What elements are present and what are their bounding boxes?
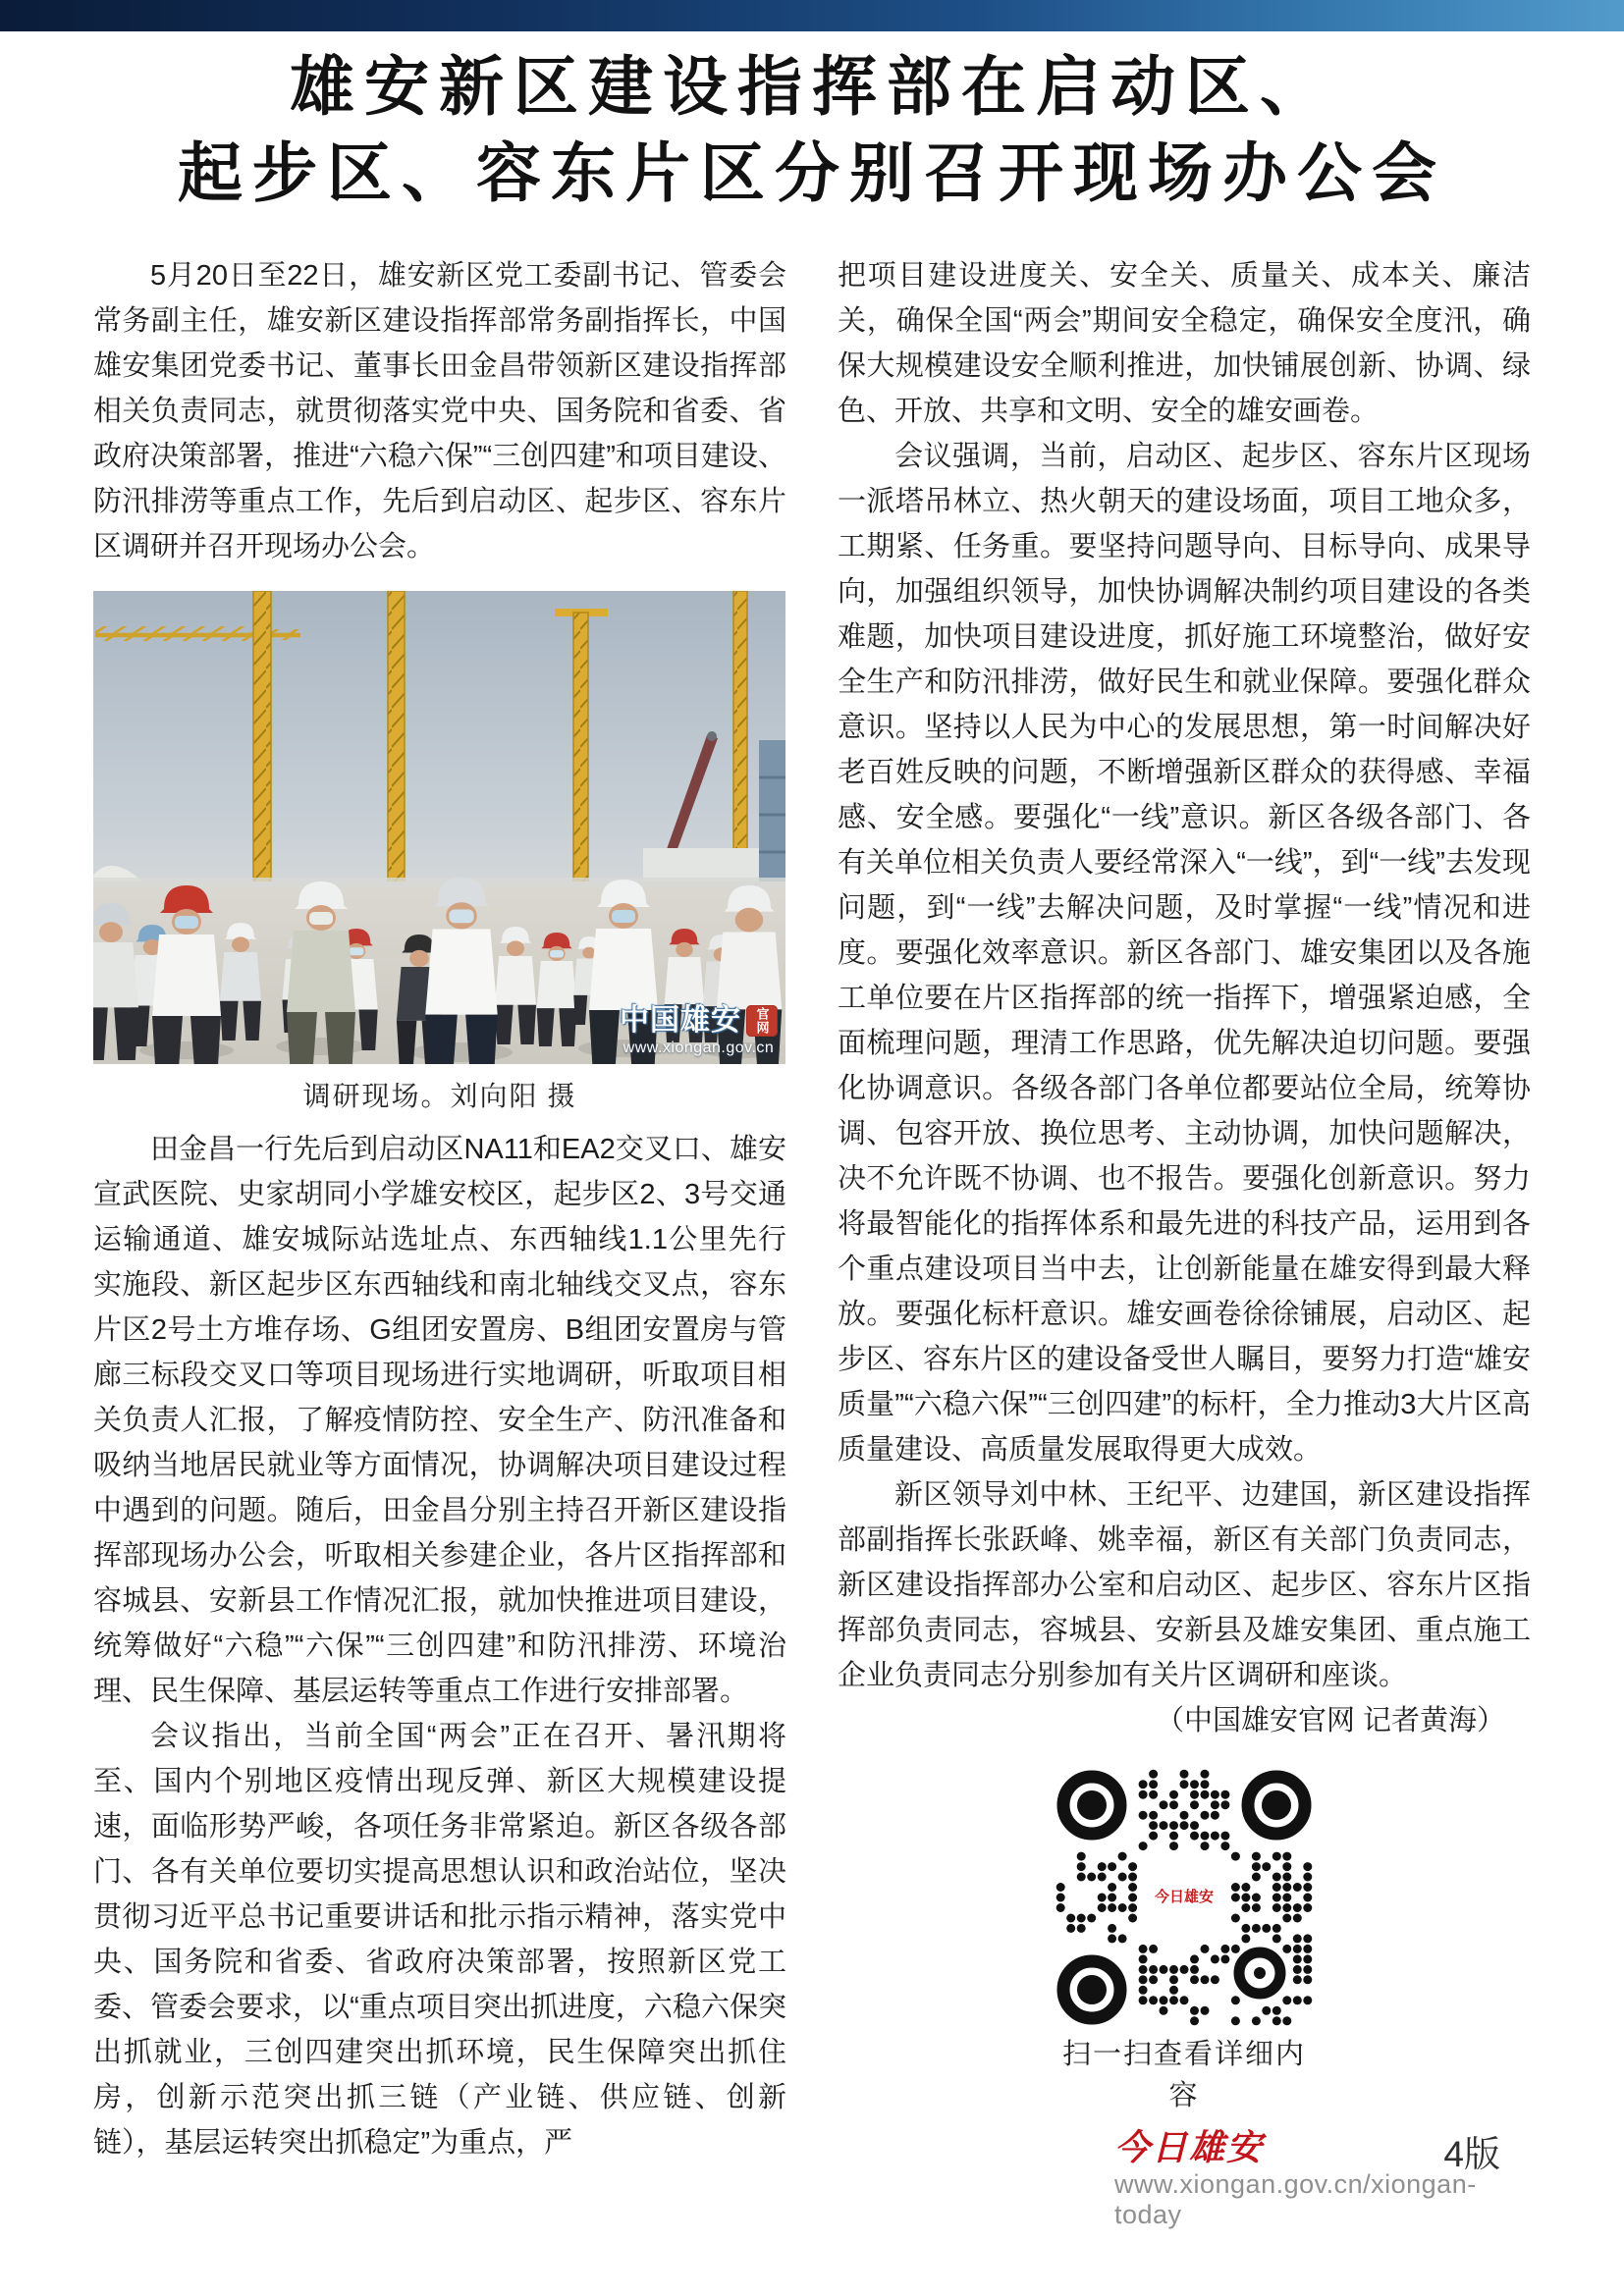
headline-line-2: 起步区、容东片区分别召开现场办公会 — [178, 138, 1446, 210]
top-banner-bar — [0, 0, 1624, 31]
footer-url: www.xiongan.gov.cn/xiongan-today — [1114, 2169, 1477, 2229]
photo-watermark — [620, 1005, 778, 1056]
qr-code — [1056, 1769, 1313, 2026]
paragraph: 会议指出，当前全国“两会”正在召开、暑汛期将至、国内个别地区疫情出现反弹、新区大规模建设提速，面临形势严峻，各项任务非常紧迫。新区各级各部门、各有关单位要切实提高思想认识和政治站位，坚决贯彻习近平总书记重要讲话和批示指示精神，落实党中央、国务院和省委、省政府决策部署，按照新区党工委、管委会要求，以“重点项目突出抓进度，六稳六保突出抓就业，三创四建突出抓环境，民生保障突出抓住房，创新示范突出抓三链（产业链、供应链、创新链），基层运转突出抓稳定”为重点，严 — [93, 1721, 786, 2159]
masthead-logo: 今日雄安 — [1114, 2128, 1265, 2167]
watermark-url: www.xiongan.gov.cn — [623, 1040, 775, 1056]
construction-site-illustration — [93, 591, 785, 1064]
right-column — [838, 253, 1531, 2116]
edition-number: 4版 — [1443, 2134, 1500, 2174]
news-photo — [93, 591, 785, 1064]
paragraph: 田金昌一行先后到启动区NA11和EA2交叉口、雄安宣武医院、史家胡同小学雄安校区，起步区2、3号交通运输通道、雄安城际站选址点、东西轴线1.1公里先行实施段、新区起步区东西轴线和南北轴线交叉点，容东片区2号土方堆存场、G组团安置房、B组团安置房与管廊三标段交叉口等项目现场进行实地调研，听取项目相关负责人汇报，了解疫情防控、安全生产、防汛准备和吸纳当地居民就业等方面情况，协调解决项目建设过程中遇到的问题。随后，田金昌分别主持召开新区建设指挥部现场办公会，听取相关参建企业，各片区指挥部和容城县、安新县工作情况汇报，就加快推进项目建设，统筹做好“六稳”“六保”“三创四建”和防汛排涝、环境治理、民生保障、基层运转等重点工作进行安排部署。 — [93, 1134, 786, 1707]
left-column — [93, 253, 786, 2165]
byline: （中国雄安官网 记者黄海） — [1155, 1705, 1505, 1736]
photo-caption: 调研现场。刘向阳 摄 — [302, 1082, 577, 1112]
qr-block — [1056, 1769, 1313, 2116]
paragraph: 会议强调，当前，启动区、起步区、容东片区现场一派塔吊林立、热火朝天的建设场面，项目工地众多，工期紧、任务重。要坚持问题导向、目标导向、成果导向，加强组织领导，加快协调解决制约项目建设的各类难题，加快项目建设进度，抓好施工环境整治，做好安全生产和防汛排涝，做好民生和就业保障。要强化群众意识。坚持以人民为中心的发展思想，第一时间解决好老百姓反映的问题，不断增强新区群众的获得感、幸福感、安全感。要强化“一线”意识。新区各级各部门、各有关单位相关负责人要经常深入“一线”，到“一线”去发现问题，到“一线”去解决问题，及时掌握“一线”情况和进度。要强化效率意识。新区各部门、雄安集团以及各施工单位要在片区指挥部的统一指挥下，增强紧迫感，全面梳理问题，理清工作思路，优先解决迫切问题。要强化协调意识。各级各部门各单位都要站位全局，统筹协调、包容开放、换位思考、主动协调，加快问题解决，决不允许既不协调、也不报告。要强化创新意识。努力将最智能化的指挥体系和最先进的科技产品，运用到各个重点建设项目当中去，让创新能量在雄安得到最大释放。要强化标杆意识。雄安画卷徐徐铺展，启动区、起步区、容东片区的建设备受世人瞩目，要努力打造“雄安质量”“六稳六保”“三创四建”的标杆，全力推动3大片区高质量建设、高质量发展取得更大成效。 — [838, 441, 1531, 1466]
qr-caption: 扫一扫查看详细内容 — [1061, 2039, 1306, 2111]
paragraph: 5月20日至22日，雄安新区党工委副书记、管委会常务副主任，雄安新区建设指挥部常务副指挥长，中国雄安集团党委书记、董事长田金昌带领新区建设指挥部相关负责同志，就贯彻落实党中央、国务院和省委、省政府决策部署，推进“六稳六保”“三创四建”和项目建设、防汛排涝等重点工作，先后到启动区、起步区、容东片区调研并召开现场办公会。 — [93, 260, 786, 562]
watermark-title: 中国雄安 — [620, 1004, 741, 1037]
page-footer — [972, 2118, 1532, 2229]
paragraph: 新区领导刘中林、王纪平、边建国，新区建设指挥部副指挥长张跃峰、姚幸福，新区有关部门负责同志，新区建设指挥部办公室和启动区、起步区、容东片区指挥部负责同志，容城县、安新县及雄安集团、重点施工企业负责同志分别参加有关片区调研和座谈。 — [838, 1479, 1531, 1691]
watermark-seal-icon: 官网 — [746, 1005, 778, 1037]
blue-structure — [759, 740, 785, 895]
qr-center-logo: 今日雄安 — [1151, 1864, 1218, 1931]
article-headline — [0, 45, 1624, 218]
paragraph: 把项目建设进度关、安全关、质量关、成本关、廉洁关，确保全国“两会”期间安全稳定，确保安全度汛，确保大规模建设安全顺利推进，加快铺展创新、协调、绿色、开放、共享和文明、安全的雄安画卷。 — [838, 260, 1531, 427]
headline-line-1: 雄安新区建设指挥部在启动区、 — [290, 52, 1334, 124]
